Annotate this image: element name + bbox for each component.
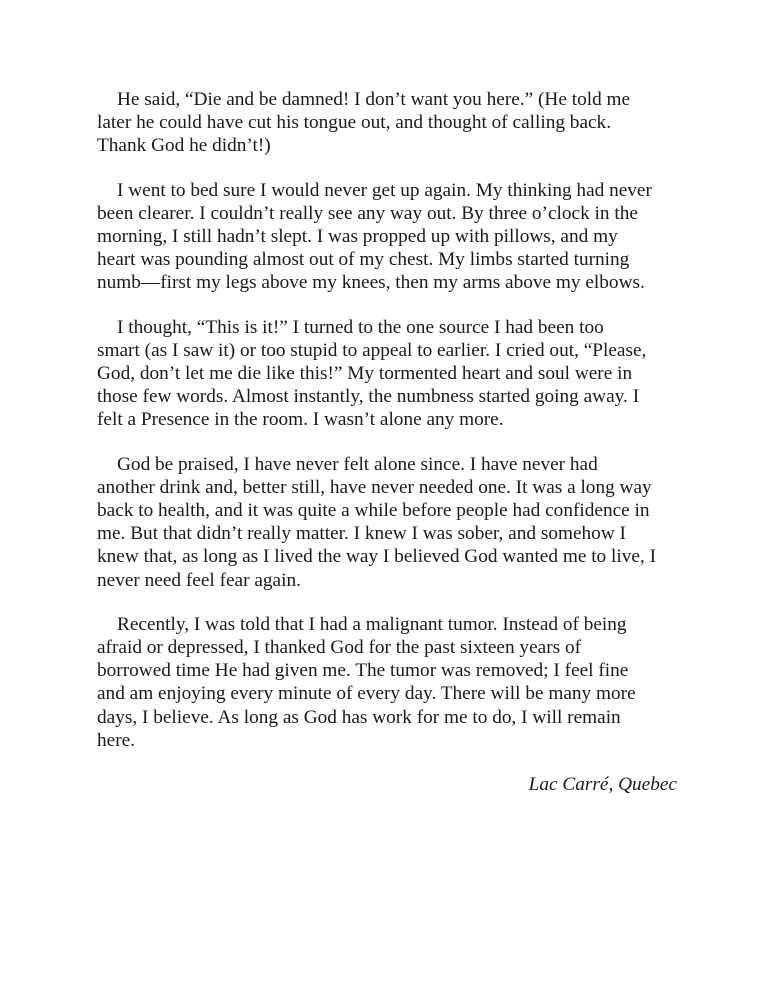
paragraph-1: He said, “Die and be damned! I don’t want you here.” (He told me later he could have cut his tongue out, and thought of calling back. Thank God he didn’t!) <box>97 89 631 157</box>
author-location-signature: Lac Carré, Quebec <box>528 774 677 796</box>
document-page <box>97 88 679 796</box>
paragraph-4: God be praised, I have never felt alone since. I have never had another drink and, better still, have never needed one. It was a long way back to health, and it was quite a while before people had confidence in me. But that didn’t really matter. I knew I was sober, and somehow I knew that, as long as I lived the way I believed God wanted me to live, I never need feel fear again. <box>97 453 656 591</box>
paragraph-5: Recently, I was told that I had a malignant tumor. Instead of being afraid or depressed, I thanked God for the past sixteen years of borrowed time He had given me. The tumor was removed; I feel fine and am enjoying every minute of every day. There will be many more days, I believe. As long as God has work for me to do, I will remain here. <box>97 613 636 751</box>
paragraph-3: I thought, “This is it!” I turned to the one source I had been too smart (as I saw it) or too stupid to appeal to earlier. I cried out, “Please, God, don’t let me die like this!” My tormented heart and soul were in those few words. Almost instantly, the numbness started going away. I felt a Presence in the room. I wasn’t alone any more. <box>97 316 647 431</box>
paragraph-2: I went to bed sure I would never get up again. My thinking had never been clearer. I couldn’t really see any way out. By three o’clock in the morning, I still hadn’t slept. I was propped up with pillows, and my heart was pounding almost out of my chest. My limbs started turning numb—first my legs above my knees, then my arms above my elbows. <box>97 179 652 294</box>
